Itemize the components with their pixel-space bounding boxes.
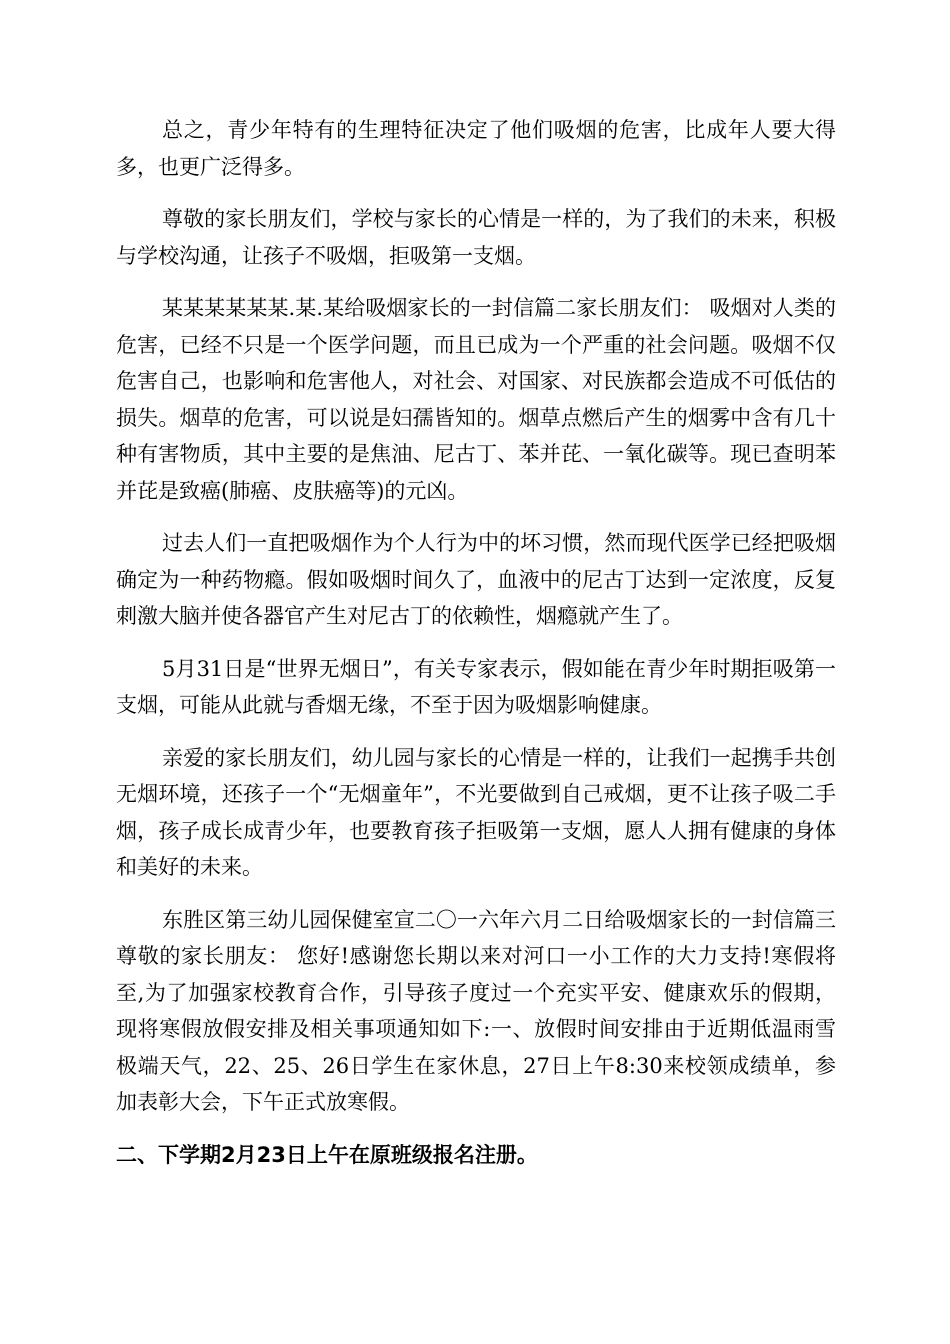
- paragraph-letter-three: 东胜区第三幼儿园保健室宣二〇一六年六月二日给吸烟家长的一封信篇三尊敬的家长朋友： 您好!感谢您长期以来对河口一小工作的大力支持!寒假将至,为了加强家校教育合作，引导孩子度过一个充实平安、健康欢乐的假期，现将寒假放假安排及相关事项通知如下:一、放假时间安排由于近期低温雨雪极端天气，22、25、26日学生在家休息，27日上午8:30来校领成绩单，参加表彰大会，下午正式放寒假。: [116, 907, 836, 1114]
- paragraph-summary: 总之，青少年特有的生理特征决定了他们吸烟的危害，比成年人要大得多，也更广泛得多。: [116, 118, 836, 179]
- paragraph-school-appeal: 尊敬的家长朋友们，学校与家长的心情是一样的，为了我们的未来，积极与学校沟通，让孩子不吸烟，拒吸第一支烟。: [116, 207, 836, 268]
- section-heading-registration: 二、下学期2月23日上午在原班级报名注册。: [116, 1142, 538, 1167]
- paragraph-letter-two: 某某某某某某.某.某给吸烟家长的一封信篇二家长朋友们： 吸烟对人类的危害，已经不只是一个医学问题，而且已成为一个严重的社会问题。吸烟不仅危害自己，也影响和危害他人，对社会、对国家、对民族都会造成不可低估的损失。烟草的危害，可以说是妇孺皆知的。烟草点燃后产生的烟雾中含有几十种有害物质，其中主要的是焦油、尼古丁、苯并芘、一氧化碳等。现已查明苯并芘是致癌(肺癌、皮肤癌等)的元凶。: [116, 296, 836, 503]
- paragraph-kindergarten-appeal: 亲爱的家长朋友们，幼儿园与家长的心情是一样的，让我们一起携手共创无烟环境，还孩子一个“无烟童年”，不光要做到自己戒烟，更不让孩子吸二手烟，孩子成长成青少年，也要教育孩子拒吸第一支烟，愿人人拥有健康的身体和美好的未来。: [116, 745, 836, 879]
- document-body: [116, 112, 836, 1189]
- paragraph-addiction: 过去人们一直把吸烟作为个人行为中的坏习惯，然而现代医学已经把吸烟确定为一种药物瘾。假如吸烟时间久了，血液中的尼古丁达到一定浓度，反复刺激大脑并使各器官产生对尼古丁的依赖性，烟瘾就产生了。: [116, 531, 836, 628]
- paragraph-no-tobacco-day: 5月31日是“世界无烟日”，有关专家表示，假如能在青少年时期拒吸第一支烟，可能从此就与香烟无缘，不至于因为吸烟影响健康。: [116, 656, 836, 717]
